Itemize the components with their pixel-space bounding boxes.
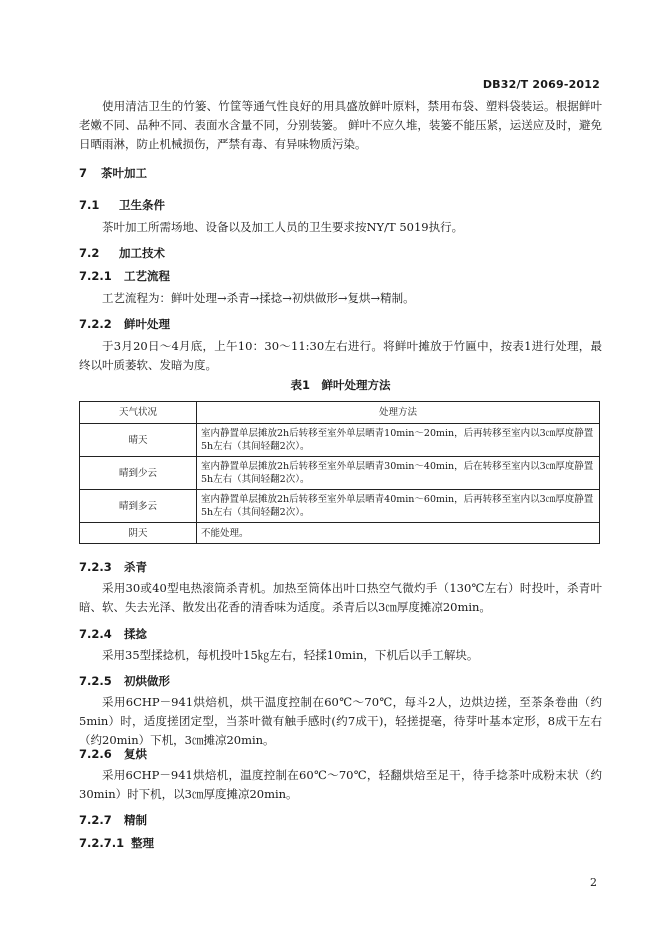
header-method: 处理方法 [197,402,600,424]
section-number: 7.2.7 [79,813,112,827]
document-code: DB32/T 2069-2012 [482,78,600,91]
section-title: 揉捻 [124,627,147,641]
section-number: 7.2.3 [79,560,112,574]
table-row [80,424,600,457]
section-number: 7.2 [79,246,100,260]
header-weather: 天气状况 [80,402,197,424]
weather-cell: 晴到多云 [80,490,197,523]
table-row [80,490,600,523]
section-7-2-7-heading [79,812,147,828]
weather-cell: 晴到少云 [80,457,197,490]
section-number: 7.2.2 [79,317,112,331]
method-cell: 不能处理。 [197,523,600,544]
weather-cell: 阴天 [80,523,197,544]
section-title: 整理 [131,836,154,850]
table-header-row [80,402,600,424]
section-title: 鲜叶处理 [124,317,170,331]
method-cell: 室内静置单层摊放2h后转移至室外单层晒青10min～20min，后再转移至室内以3㎝厚度静置5h左右（其间轻翻2次）。 [197,424,600,457]
table-row [80,457,600,490]
section-7-2-6-heading [79,746,147,762]
section-title: 复烘 [124,747,147,761]
section-7-1-heading [79,197,165,213]
section-7-2-2-text: 于3月20日～4月底，上午10：30～11:30左右进行。将鲜叶摊放于竹匾中，按表1进行处理，最终以叶质萎软、发暗为度。 [79,339,602,372]
section-title: 茶叶加工 [101,166,147,180]
intro-paragraph: 使用清洁卫生的竹篓、竹筐等通气性良好的用具盛放鲜叶原料，禁用布袋、塑料袋装运。根据鲜叶老嫩不同、品种不同、表面水含量不同，分别装篓。 鲜叶不应久堆，装篓不能压紧，运送应及时，避免日晒雨淋，防止机械损伤，严禁有毒、有异味物质污染。 [79,99,602,151]
section-number: 7 [79,166,88,180]
table-caption: 表1 鲜叶处理方法 [290,378,391,392]
section-7-2-7-1-heading [79,835,154,851]
section-7-2-3-text: 采用30或40型电热滚筒杀青机。加热至筒体出叶口热空气微灼手（130℃左右）时投叶，杀青叶暗、软、失去光泽、散发出花香的清香味为适度。杀青后以3㎝厚度摊凉20min。 [79,581,602,614]
section-number: 7.1 [79,198,100,212]
method-cell: 室内静置单层摊放2h后转移至室外单层晒青40min～60min，后再转移至室内以3㎝厚度静置5h左右（其间轻翻2次）。 [197,490,600,523]
section-number: 7.2.4 [79,627,112,641]
section-title: 杀青 [124,560,147,574]
section-7-2-1-heading [79,268,170,284]
fresh-leaf-treatment-table [79,401,600,544]
section-7-2-4-heading [79,626,147,642]
section-number: 7.2.1 [79,269,112,283]
method-cell: 室内静置单层摊放2h后转移至室外单层晒青30min～40min，后在转移至室内以3㎝厚度静置5h左右（其间轻翻2次）。 [197,457,600,490]
table-row [80,523,600,544]
section-7-2-6-text: 采用6CHP－941烘焙机，温度控制在60℃～70℃，轻翻烘焙至足干，待手捻茶叶成粉末状（约30min）时下机，以3㎝厚度摊凉20min。 [79,768,602,801]
section-7-2-heading [79,245,165,261]
section-7-2-5-heading [79,673,170,689]
section-7-heading [79,165,147,181]
section-7-2-2-heading [79,316,170,332]
section-title: 工艺流程 [124,269,170,283]
section-7-2-5-text: 采用6CHP－941烘焙机，烘干温度控制在60℃～70℃，每斗2人，边烘边搓，至茶条卷曲（约5min）时，适度搓团定型，当茶叶微有触手感时(约7成干)，轻搓提毫，待芽叶基本定形，8成干左右（约20min）下机，3㎝摊凉20min。 [79,695,602,747]
section-7-1-text: 茶叶加工所需场地、设备以及加工人员的卫生要求按NY/T 5019执行。 [102,220,464,234]
section-title: 卫生条件 [119,198,165,212]
section-title: 精制 [124,813,147,827]
section-7-2-4-text: 采用35型揉捻机，每机投叶15㎏左右，轻揉10min，下机后以手工解块。 [102,648,479,662]
section-number: 7.2.5 [79,674,112,688]
page-number: 2 [590,876,597,889]
section-7-2-1-text: 工艺流程为：鲜叶处理→杀青→揉捻→初烘做形→复烘→精制。 [102,291,415,305]
weather-cell: 晴天 [80,424,197,457]
section-number: 7.2.6 [79,747,112,761]
section-title: 加工技术 [119,246,165,260]
section-number: 7.2.7.1 [79,836,125,850]
section-title: 初烘做形 [124,674,170,688]
section-7-2-3-heading [79,559,147,575]
